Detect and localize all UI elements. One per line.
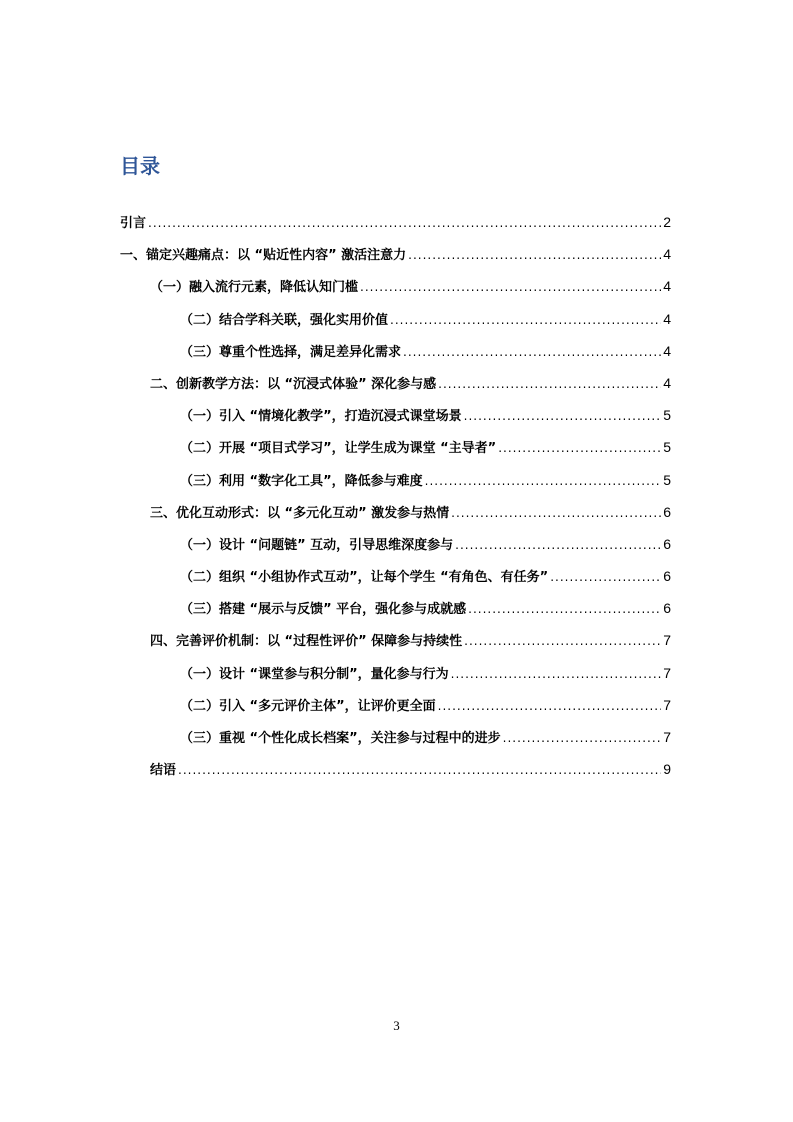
dot-leader xyxy=(360,277,661,297)
toc-entry-page: 5 xyxy=(663,407,671,423)
toc-entry-page: 4 xyxy=(663,375,671,391)
toc-entry[interactable] xyxy=(150,502,671,522)
dot-leader xyxy=(408,245,661,265)
toc-entry[interactable] xyxy=(180,727,671,747)
toc-entry-page: 7 xyxy=(663,665,671,681)
dot-leader xyxy=(390,310,661,330)
dot-leader xyxy=(503,728,662,748)
toc-entry-label: 引言 xyxy=(120,216,147,231)
toc-entry-label: （二）结合学科关联，强化实用价值 xyxy=(180,313,389,328)
toc-entry-page: 7 xyxy=(663,697,671,713)
toc-entry-page: 2 xyxy=(663,214,671,230)
page-number: 3 xyxy=(393,1018,400,1033)
dot-leader xyxy=(178,760,661,780)
toc-entry-label: （二）开展 “项目式学习”，让学生成为课堂 “主导者” xyxy=(180,441,497,456)
toc-entry-page: 6 xyxy=(663,600,671,616)
dot-leader xyxy=(468,599,661,619)
dot-leader xyxy=(464,406,662,426)
dot-leader xyxy=(498,438,661,458)
toc-entry[interactable] xyxy=(180,663,671,683)
toc-entry-page: 6 xyxy=(663,504,671,520)
dot-leader xyxy=(451,503,661,523)
toc-entry[interactable] xyxy=(150,276,671,296)
toc-entry-page: 5 xyxy=(663,472,671,488)
toc-entry[interactable] xyxy=(180,437,671,457)
toc-entry[interactable] xyxy=(180,309,671,329)
toc-entry-label: 结语 xyxy=(150,763,177,778)
toc-entry-page: 9 xyxy=(663,761,671,777)
toc-entry-label: （二）组织 “小组协作式互动”，让每个学生 “有角色、有任务” xyxy=(180,570,549,585)
toc-entry-label: （一）引入 “情境化教学”，打造沉浸式课堂场景 xyxy=(180,409,462,424)
toc-entry-label: （一）设计 “问题链” 互动，引导思维深度参与 xyxy=(180,538,454,553)
toc-entry[interactable] xyxy=(150,373,671,393)
toc-entry-label: （三）搭建 “展示与反馈” 平台，强化参与成就感 xyxy=(180,602,467,617)
dot-leader xyxy=(438,374,661,394)
dot-leader xyxy=(438,696,662,716)
toc-entry-label: 二、创新教学方法：以 “沉浸式体验” 深化参与感 xyxy=(150,377,437,392)
toc-entry[interactable] xyxy=(180,598,671,618)
dot-leader xyxy=(451,664,662,684)
toc-entry-page: 6 xyxy=(663,536,671,552)
toc-entry-label: 四、完善评价机制：以 “过程性评价” 保障参与持续性 xyxy=(150,634,463,649)
toc-entry-label: 三、优化互动形式：以 “多元化互动” 激发参与热情 xyxy=(150,506,450,521)
toc-entry-label: 一、锚定兴趣痛点：以 “贴近性内容” 激活注意力 xyxy=(120,248,407,263)
toc-entry[interactable] xyxy=(180,405,671,425)
toc-entry-page: 7 xyxy=(663,729,671,745)
dot-leader xyxy=(403,342,661,362)
toc-entry-page: 7 xyxy=(663,632,671,648)
toc-entry[interactable] xyxy=(180,566,671,586)
toc-entry[interactable] xyxy=(180,695,671,715)
toc-entry[interactable] xyxy=(150,759,671,779)
toc-entry-label: （三）利用 “数字化工具”，降低参与难度 xyxy=(180,474,423,489)
toc-entry-page: 6 xyxy=(663,568,671,584)
toc-entry[interactable] xyxy=(120,244,671,264)
toc-entry-page: 4 xyxy=(663,278,671,294)
toc-entry[interactable] xyxy=(180,470,671,490)
dot-leader xyxy=(425,471,662,491)
toc-entry-label: （一）设计 “课堂参与积分制”，量化参与行为 xyxy=(180,667,449,682)
toc-entry-page: 5 xyxy=(663,439,671,455)
dot-leader xyxy=(464,631,661,651)
toc-entry-page: 4 xyxy=(663,311,671,327)
toc-entry-label: （一）融入流行元素，降低认知门槛 xyxy=(150,280,359,295)
dot-leader xyxy=(148,213,661,233)
toc-entry[interactable] xyxy=(150,630,671,650)
toc-entry[interactable] xyxy=(180,534,671,554)
toc-entry-label: （三）重视 “个性化成长档案”，关注参与过程中的进步 xyxy=(180,731,501,746)
toc-title: 目录 xyxy=(120,154,160,178)
toc-entry-page: 4 xyxy=(663,343,671,359)
toc-entry-page: 4 xyxy=(663,246,671,262)
dot-leader xyxy=(550,567,661,587)
dot-leader xyxy=(455,535,661,555)
toc-entry[interactable] xyxy=(120,212,671,232)
toc-entry[interactable] xyxy=(180,341,671,361)
toc-entry-label: （二）引入 “多元评价主体”，让评价更全面 xyxy=(180,699,436,714)
toc-entry-label: （三）尊重个性选择，满足差异化需求 xyxy=(180,345,402,360)
